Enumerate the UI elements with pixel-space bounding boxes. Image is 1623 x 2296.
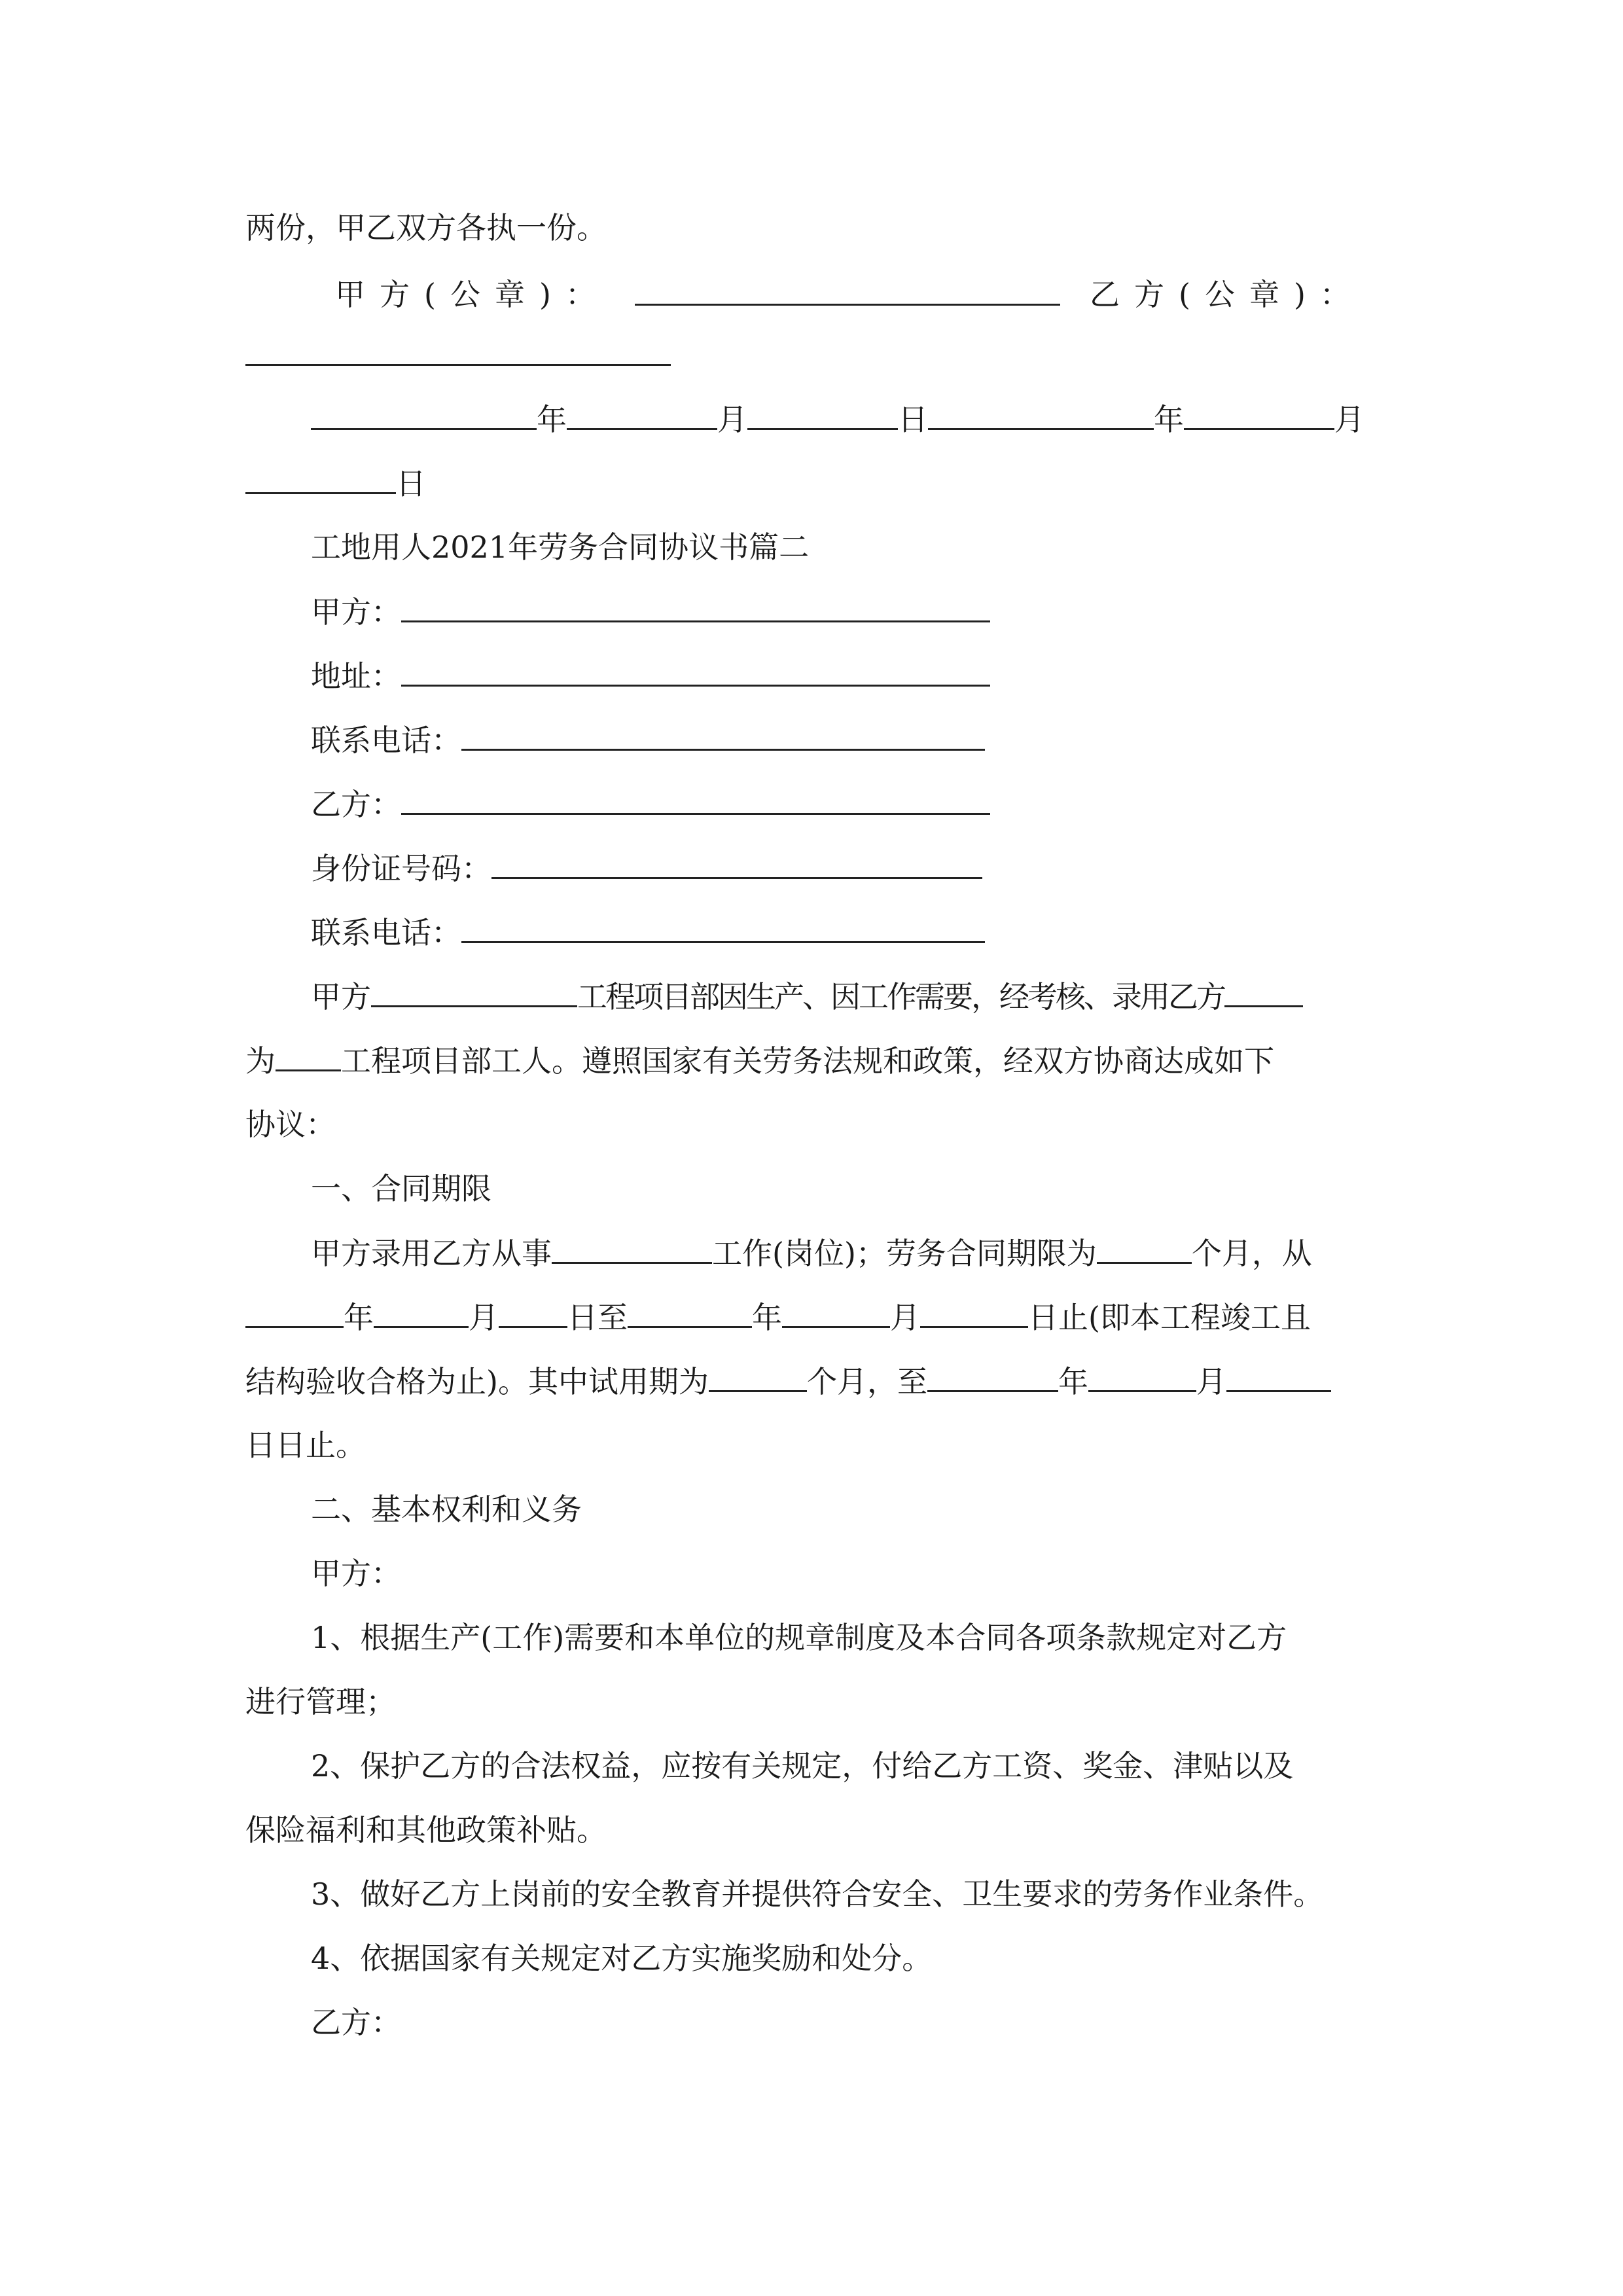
month-unit: 月 (890, 1300, 920, 1335)
item1-line-a: 1、根据生产(工作)需要和本单位的规章制度及本合同各项条款规定对乙方 (311, 1620, 1287, 1655)
item2-line-b: 保险福利和其他政策补贴。 (245, 1812, 607, 1848)
address-row (311, 656, 990, 696)
month-field-a[interactable] (567, 399, 717, 430)
term-months-field[interactable] (1097, 1233, 1192, 1264)
party-a-seal-field[interactable] (635, 275, 1060, 315)
year-unit: 年 (752, 1300, 782, 1335)
party-a-row (311, 592, 990, 632)
month-unit: 月 (1196, 1364, 1226, 1399)
s7-text: 个月，至 (806, 1364, 927, 1399)
month-field-b[interactable] (1184, 399, 1334, 430)
year-unit: 年 (1058, 1364, 1088, 1399)
intro-seg3: 为 (245, 1043, 276, 1079)
end-year-field[interactable] (628, 1297, 752, 1328)
item1-line-b: 进行管理； (245, 1684, 396, 1719)
intro-seg1: 甲方 (311, 979, 371, 1014)
section2-title: 二、基本权利和义务 (311, 1492, 582, 1527)
day-unit: 日 (396, 466, 426, 501)
section1-title: 一、合同期限 (311, 1171, 491, 1206)
date-line-cont (245, 463, 426, 503)
intro-seg2: 工程项目部因生产、因工作需要，经考核、录用乙方 (577, 979, 1224, 1014)
address-label: 地址： (311, 658, 401, 694)
phone-field[interactable] (461, 720, 985, 751)
day-field-a[interactable] (747, 399, 898, 430)
item3-line: 3、做好乙方上岗前的安全教育并提供符合安全、卫生要求的劳务作业条件。 (311, 1876, 1324, 1912)
party-b-field[interactable] (401, 784, 990, 815)
phone-label: 联系电话： (311, 723, 461, 758)
year-unit: 年 (344, 1300, 374, 1335)
intro-line-1 (311, 977, 1303, 1016)
project-name-field[interactable] (371, 977, 577, 1007)
year-field-b[interactable] (928, 399, 1154, 430)
s6-text: 结构验收合格为止)。其中试用期为 (245, 1364, 709, 1399)
day-field-b[interactable] (245, 463, 396, 494)
section2-party-b: 乙方： (311, 2005, 401, 2040)
year-unit: 年 (1154, 402, 1184, 437)
item2-line-a: 2、保护乙方的合法权益，应按有关规定，付给乙方工资、奖金、津贴以及 (311, 1748, 1294, 1784)
intro-seg4: 工程项目部工人。遵照国家有关劳务法规和政策，经双方协商达成如下 (341, 1043, 1274, 1079)
project-name-field-2[interactable] (276, 1041, 341, 1071)
probation-month-field[interactable] (1088, 1361, 1196, 1392)
continuation-text: 两份，甲乙双方各执一份。 (245, 210, 607, 245)
probation-day-field[interactable] (1226, 1361, 1331, 1392)
id-number-label: 身份证号码： (311, 851, 491, 886)
date-line (311, 399, 1364, 439)
year-field-a[interactable] (311, 399, 537, 430)
party-a-field[interactable] (401, 592, 990, 622)
start-day-field[interactable] (499, 1297, 567, 1328)
phone2-label: 联系电话： (311, 915, 461, 950)
address-field[interactable] (401, 656, 990, 687)
s2-text: 工作(岗位)；劳务合同期限为 (712, 1236, 1097, 1271)
party-b-name-field[interactable] (1224, 977, 1303, 1007)
phone-row (311, 720, 985, 760)
section2-party-a: 甲方： (311, 1556, 401, 1591)
id-number-field[interactable] (491, 848, 982, 879)
job-field[interactable] (552, 1233, 712, 1264)
section1-line-1 (311, 1233, 1312, 1273)
year-unit: 年 (537, 402, 567, 437)
party-a-seal-label: 甲方(公章)： (335, 277, 610, 312)
intro-line-3: 协议： (245, 1107, 336, 1142)
s3-text: 个月，从 (1191, 1236, 1312, 1271)
party-b-row (311, 784, 990, 824)
party-b-label: 乙方： (311, 787, 401, 822)
section1-line-3 (245, 1361, 1331, 1401)
end-month-field[interactable] (782, 1297, 890, 1328)
party-a-label: 甲方： (311, 594, 401, 630)
month-unit: 月 (1334, 402, 1364, 437)
start-month-field[interactable] (374, 1297, 469, 1328)
party-b-seal-field[interactable] (245, 335, 671, 375)
phone2-row (311, 912, 985, 952)
month-unit: 月 (717, 402, 747, 437)
section-heading: 工地用人2021年劳务合同协议书篇二 (311, 529, 810, 565)
month-unit: 月 (469, 1300, 499, 1335)
id-number-row (311, 848, 982, 888)
s4-text: 日至 (567, 1300, 628, 1335)
s5-text: 日止(即本工程竣工且 (1028, 1300, 1311, 1335)
s1-text: 甲方录用乙方从事 (311, 1236, 552, 1271)
party-b-seal-label: 乙方(公章)： (1090, 277, 1364, 312)
day-unit: 日 (898, 402, 928, 437)
item4-line: 4、依据国家有关规定对乙方实施奖励和处分。 (311, 1941, 933, 1976)
probation-months-field[interactable] (709, 1361, 807, 1392)
intro-line-2 (245, 1041, 1274, 1081)
start-year-field[interactable] (245, 1297, 344, 1328)
section1-line-4: 日日止。 (245, 1427, 366, 1463)
probation-year-field[interactable] (927, 1361, 1058, 1392)
section1-line-2 (245, 1297, 1311, 1337)
phone2-field[interactable] (461, 912, 985, 943)
end-day-field[interactable] (920, 1297, 1028, 1328)
